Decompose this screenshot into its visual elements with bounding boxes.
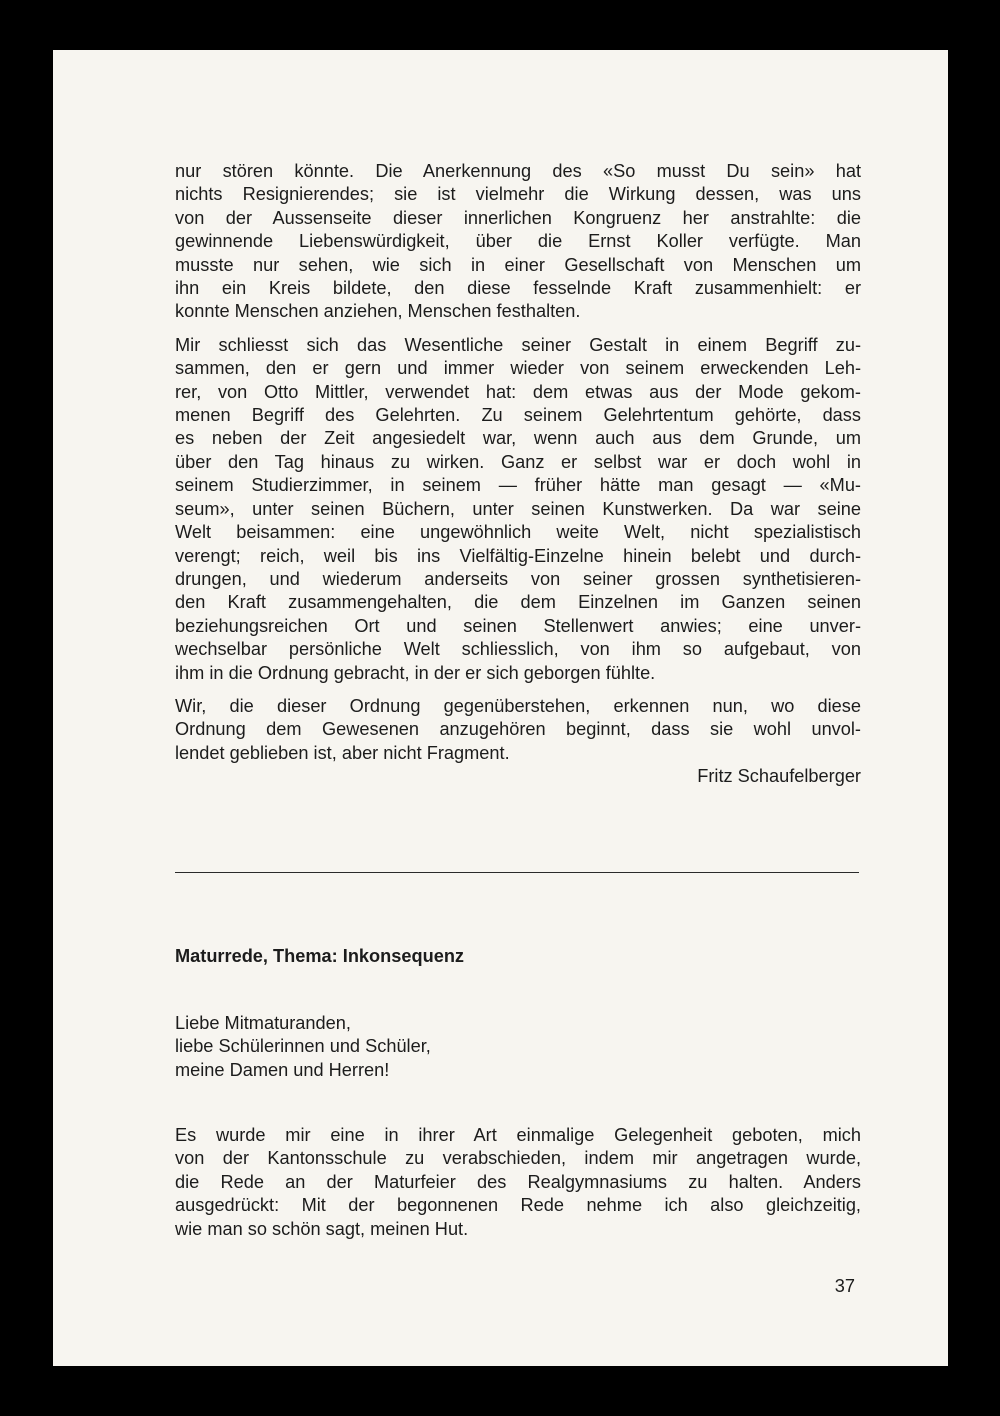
greeting-line: liebe Schülerinnen und Schüler, (175, 1036, 431, 1057)
text-line: drungen, und wiederum anderseits von seiner grossen synthetisieren- (175, 568, 861, 589)
text-line: beziehungsreichen Ort und seinen Stellenwert anwies; eine unver- (175, 615, 861, 636)
text-line: Ordnung dem Gewesenen anzugehören beginnt, dass sie wohl unvol- (175, 719, 861, 740)
speech-greeting (175, 1012, 861, 1082)
text-line: ihn ein Kreis bildete, den diese fesselnde Kraft zusammenhielt: er (175, 278, 861, 299)
text-line: von der Aussenseite dieser innerlichen Kongruenz her anstrahlte: die (175, 207, 861, 228)
greeting-line: Liebe Mitmaturanden, (175, 1013, 351, 1033)
article-paragraph-3 (175, 695, 861, 765)
article-body (175, 160, 861, 789)
text-line: Mir schliesst sich das Wesentliche seiner Gestalt in einem Begriff zu- (175, 334, 861, 355)
section-divider (175, 872, 859, 873)
text-line: über den Tag hinaus zu wirken. Ganz er selbst war er doch wohl in (175, 451, 861, 472)
text-line: rer, von Otto Mittler, verwendet hat: dem etwas aus der Mode gekom- (175, 381, 861, 402)
text-line: nur stören könnte. Die Anerkennung des «So musst Du sein» hat (175, 161, 861, 181)
page-number: 37 (834, 1276, 855, 1296)
text-line: von der Kantonsschule zu verabschieden, indem mir angetragen wurde, (175, 1148, 861, 1169)
text-line: es neben der Zeit angesiedelt war, wenn auch aus dem Grunde, um (175, 428, 861, 449)
text-line: die Rede an der Maturfeier des Realgymnasiums zu halten. Anders (175, 1171, 861, 1192)
text-line: verengt; reich, weil bis ins Vielfältig-Einzelne hinein belebt und durch- (175, 545, 861, 566)
text-line: gewinnende Liebenswürdigkeit, über die Ernst Koller verfügte. Man (175, 231, 861, 252)
text-line: sammen, den er gern und immer wieder von seinem erweckenden Leh- (175, 358, 861, 379)
speech-opening-paragraph (175, 1124, 861, 1241)
author-signature: Fritz Schaufelberger (697, 766, 861, 787)
text-line: lendet geblieben ist, aber nicht Fragment. (175, 742, 510, 763)
text-line: seum», unter seinen Büchern, unter seinen Kunstwerken. Da war seine (175, 498, 861, 519)
text-line: wie man so schön sagt, meinen Hut. (175, 1218, 469, 1239)
text-line: nichts Resignierendes; sie ist vielmehr die Wirkung dessen, was uns (175, 184, 861, 205)
document-page (53, 50, 948, 1366)
text-line: Wir, die dieser Ordnung gegenüberstehen, erkennen nun, wo diese (175, 695, 861, 716)
text-line: konnte Menschen anziehen, Menschen festhalten. (175, 301, 581, 322)
text-line: ihm in die Ordnung gebracht, in der er sich geborgen fühlte. (175, 662, 656, 683)
article-paragraph-1 (175, 160, 861, 324)
text-line: menen Begriff des Gelehrten. Zu seinem Gelehrtentum gehörte, dass (175, 405, 861, 426)
speech-heading: Maturrede, Thema: Inkonsequenz (175, 946, 465, 966)
text-line: musste nur sehen, wie sich in einer Gesellschaft von Menschen um (175, 254, 861, 275)
text-line: wechselbar persönliche Welt schliesslich, von ihm so aufgebaut, von (175, 639, 861, 660)
text-line: Es wurde mir eine in ihrer Art einmalige Gelegenheit geboten, mich (175, 1125, 861, 1145)
text-line: seinem Studierzimmer, in seinem — früher hätte man gesagt — «Mu- (175, 475, 861, 496)
text-line: den Kraft zusammengehalten, die dem Einzelnen im Ganzen seinen (175, 592, 861, 613)
article-paragraph-2 (175, 334, 861, 685)
greeting-line: meine Damen und Herren! (175, 1059, 390, 1080)
text-line: ausgedrückt: Mit der begonnenen Rede nehme ich also gleichzeitig, (175, 1195, 861, 1216)
text-line: Welt beisammen: eine ungewöhnlich weite Welt, nicht spezialistisch (175, 522, 861, 543)
